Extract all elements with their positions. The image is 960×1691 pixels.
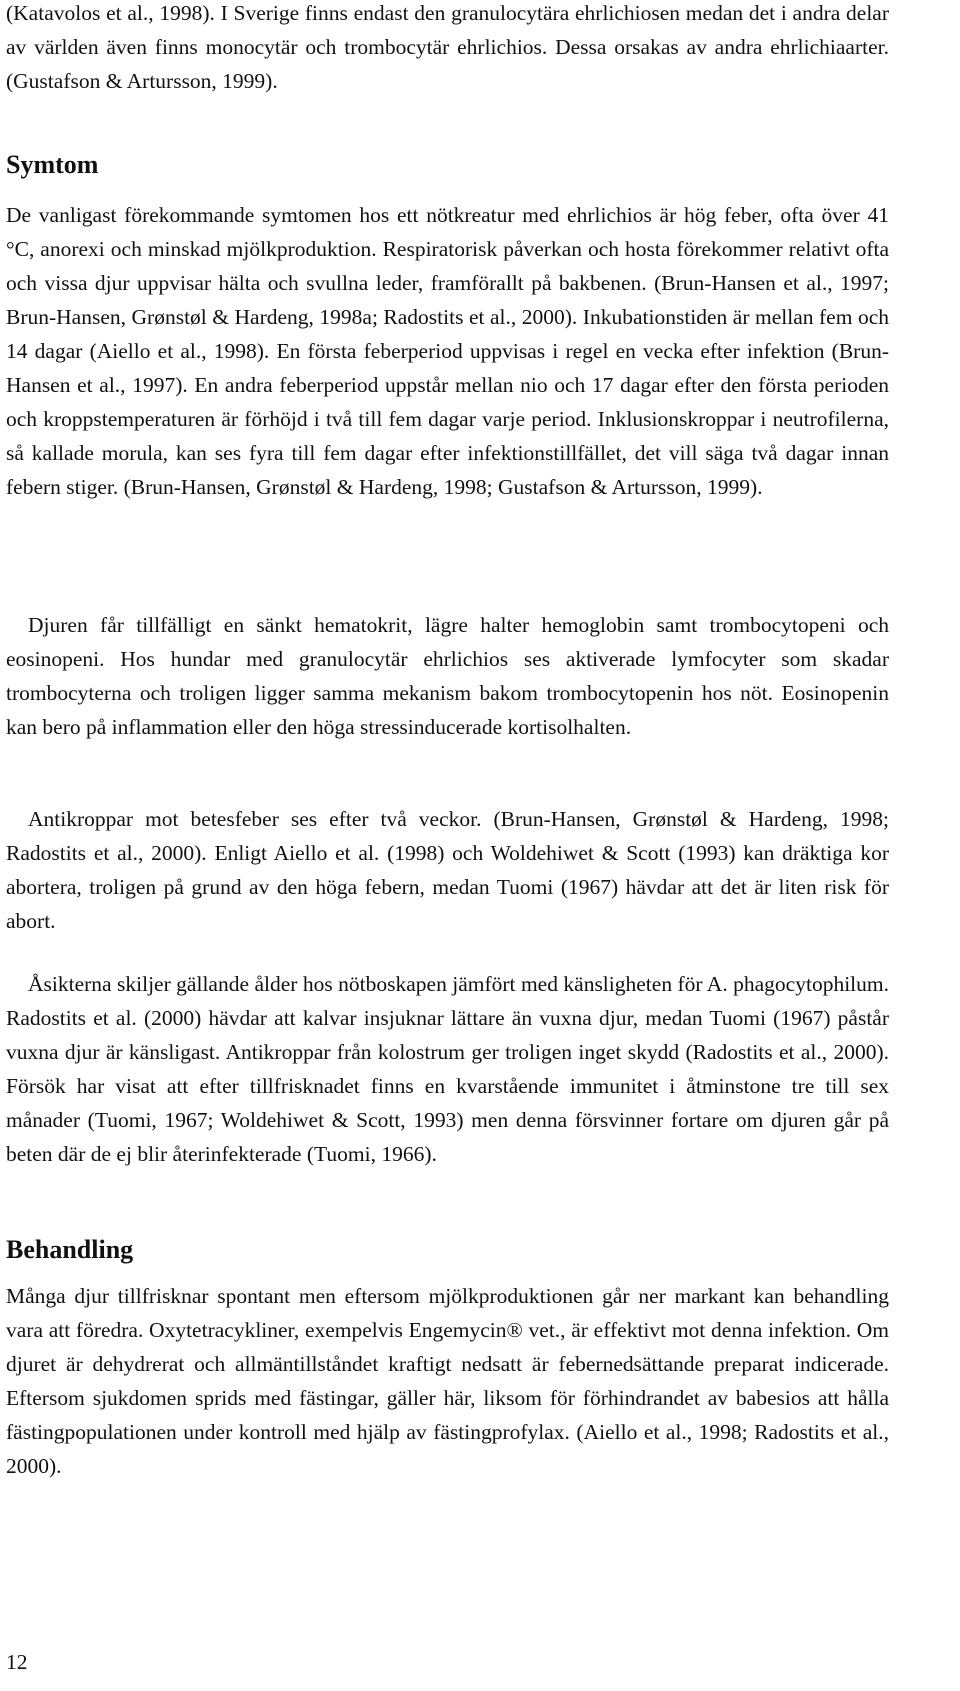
paragraph-symtom-1: De vanligast förekommande symtomen hos ett nötkreatur med ehrlichios är hög feber, ofta över 41 °C, anorexi och minskad mjölkproduktion. Respiratorisk påverkan och hosta förekommer relativt ofta och vissa djur uppvisar hälta och svullna leder, framförallt på bakbenen. (Brun-Hansen et al., 1997; Brun-Hansen, Grønstøl & Hardeng, 1998a; Radostits et al., 2000). Inkubationstiden är mellan fem och 14 dagar (Aiello et al., 1998). En första feberperiod uppvisas i regel en vecka efter infektion (Brun-Hansen et al., 1997). En andra feberperiod uppstår mellan nio och 17 dagar efter den första perioden och kroppstemperaturen är förhöjd i två till fem dagar varje period. Inklusionskroppar i neutrofilerna, så kallade morula, kan ses fyra till fem dagar efter infektionstillfället, det vill säga två dagar innan febern stiger. (Brun-Hansen, Grønstøl & Hardeng, 1998; Gustafson & Artursson, 1999). xyxy=(6,203,889,499)
paragraph-symtom-3: Antikroppar mot betesfeber ses efter två veckor. (Brun-Hansen, Grønstøl & Hardeng, 1998; Radostits et al., 2000). Enligt Aiello et al. (1998) och Woldehiwet & Scott (1993) kan dräktiga kor abortera, troligen på grund av den höga febern, medan Tuomi (1967) hävdar att det är liten risk för abort. xyxy=(6,807,889,933)
page-number: 12 xyxy=(6,1650,28,1674)
paragraph-symtom-4: Åsikterna skiljer gällande ålder hos nötboskapen jämfört med känsligheten för A. phagocytophilum. Radostits et al. (2000) hävdar att kalvar insjuknar lättare än vuxna djur, medan Tuomi (1967) påstår vuxna djur är känsligast. Antikroppar från kolostrum ger troligen inget skydd (Radostits et al., 2000). Försök har visat att efter tillfrisknadet finns en kvarstående immunitet i åtminstone tre till sex månader (Tuomi, 1967; Woldehiwet & Scott, 1993) men denna försvinner fortare om djuren går på beten där de ej blir återinfekterade (Tuomi, 1966). xyxy=(6,972,889,1166)
paragraph-behandling-1: Många djur tillfrisknar spontant men eftersom mjölkproduktionen går ner markant kan behandling vara att föredra. Oxytetracykliner, exempelvis Engemycin® vet., är effektivt mot denna infektion. Om djuret är dehydrerat och allmäntillståndet kraftigt nedsatt är febernedsättande preparat indicerade. Eftersom sjukdomen sprids med fästingar, gäller här, liksom för förhindrandet av babesios att hålla fästingpopulationen under kontroll med hjälp av fästingprofylax. (Aiello et al., 1998; Radostits et al., 2000). xyxy=(6,1284,889,1478)
heading-symtom: Symtom xyxy=(6,150,99,179)
heading-behandling: Behandling xyxy=(6,1235,134,1264)
paragraph-intro: (Katavolos et al., 1998). I Sverige finns endast den granulocytära ehrlichiosen medan det i andra delar av världen även finns monocytär och trombocytär ehrlichios. Dessa orsakas av andra ehrlichiaarter. (Gustafson & Artursson, 1999). xyxy=(6,1,889,93)
paragraph-symtom-2: Djuren får tillfälligt en sänkt hematokrit, lägre halter hemoglobin samt trombocytopeni och eosinopeni. Hos hundar med granulocytär ehrlichios ses aktiverade lymfocyter som skadar trombocyterna och troligen ligger samma mekanism bakom trombocytopenin hos nöt. Eosinopenin kan bero på inflammation eller den höga stressinducerade kortisolhalten. xyxy=(6,613,889,739)
